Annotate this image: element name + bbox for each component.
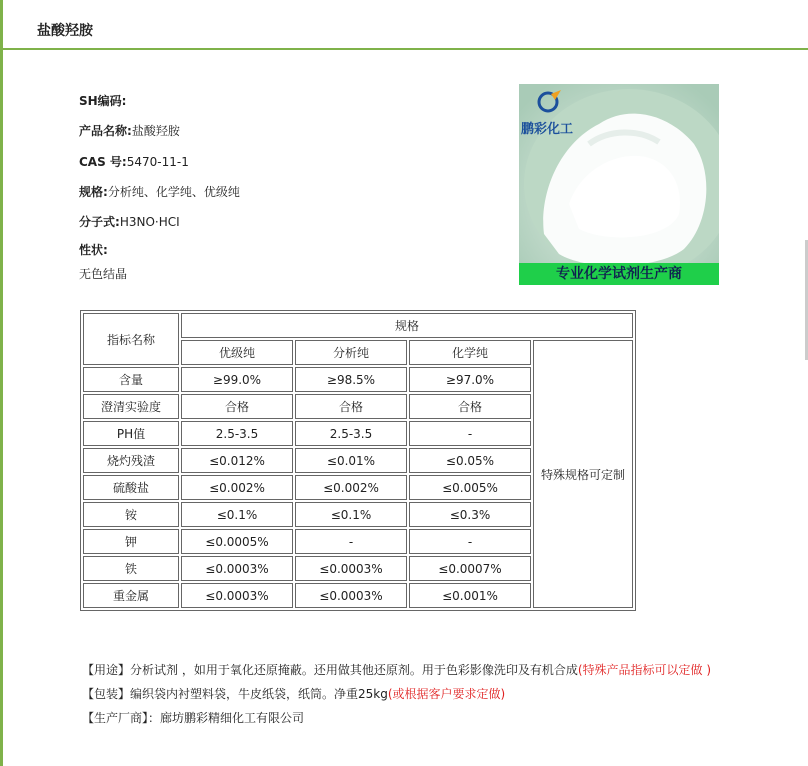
- manufacturer-text: 廊坊鹏彩精细化工有限公司: [160, 711, 305, 725]
- cas-line: [79, 153, 189, 170]
- usage-line: [82, 661, 711, 678]
- spec-value: ≤0.001%: [409, 583, 531, 608]
- spec-value: ≥98.5%: [295, 367, 407, 392]
- packaging-label: 【包装】: [82, 687, 131, 701]
- sh-code-label: SH编码:: [79, 94, 127, 108]
- spec-value: ≤0.0007%: [409, 556, 531, 581]
- spec-label: 规格:: [79, 185, 108, 199]
- cas-label: CAS 号:: [79, 155, 127, 169]
- spec-value: ≤0.3%: [409, 502, 531, 527]
- spec-value: -: [409, 421, 531, 446]
- spec-value: -: [409, 529, 531, 554]
- spec-value: 2.5-3.5: [181, 421, 293, 446]
- spec-value: ≤0.005%: [409, 475, 531, 500]
- page-header: [3, 0, 808, 50]
- spec-value: ≤0.002%: [181, 475, 293, 500]
- left-accent-bar: [0, 0, 3, 766]
- spec-value: 分析纯、化学纯、优级纯: [107, 185, 240, 199]
- page-title: 盐酸羟胺: [37, 23, 93, 39]
- product-image: [519, 84, 719, 285]
- spec-line: [79, 183, 240, 200]
- spec-value: 合格: [181, 394, 293, 419]
- spec-value: ≤0.0003%: [181, 556, 293, 581]
- formula-value: H3NO·HCI: [119, 215, 180, 229]
- nature-line: [79, 241, 108, 258]
- spec-value: ≤0.1%: [181, 502, 293, 527]
- spec-value: ≤0.0003%: [181, 583, 293, 608]
- cas-value: 5470-11-1: [126, 155, 189, 169]
- indicator-name: 重金属: [83, 583, 179, 608]
- spec-value: ≤0.012%: [181, 448, 293, 473]
- usage-label: 【用途】: [82, 663, 131, 677]
- header-indicator-name: 指标名称: [83, 313, 179, 365]
- packaging-text: 编织袋内衬塑料袋，牛皮纸袋，纸筒。净重25kg: [130, 687, 388, 701]
- custom-spec-note: 特殊规格可定制: [533, 340, 633, 608]
- spec-table: [80, 310, 636, 611]
- packaging-line: [82, 685, 505, 702]
- spec-value: ≤0.01%: [295, 448, 407, 473]
- indicator-name: PH值: [83, 421, 179, 446]
- packaging-note: (或根据客户要求定做): [387, 687, 506, 701]
- spec-value: -: [295, 529, 407, 554]
- company-logo-text: 鹏彩化工: [521, 122, 574, 137]
- spec-value: 合格: [409, 394, 531, 419]
- spec-value: ≤0.0005%: [181, 529, 293, 554]
- manufacturer-label: 【生产厂商】：: [82, 711, 161, 725]
- spec-value: ≤0.0003%: [295, 556, 407, 581]
- manufacturer-line: [82, 709, 304, 726]
- product-name-line: [79, 122, 180, 139]
- company-logo-icon: [535, 88, 565, 118]
- header-spec-group: 规格: [181, 313, 633, 338]
- product-name-value: 盐酸羟胺: [131, 124, 180, 138]
- usage-text: 分析试剂 ，如用于氧化还原掩蔽。还用做其他还原剂。用于色彩影像洗印及有机合成: [130, 663, 578, 677]
- grade-header: 分析纯: [295, 340, 407, 365]
- spec-value: 2.5-3.5: [295, 421, 407, 446]
- indicator-name: 烧灼残渣: [83, 448, 179, 473]
- nature-value: 无色结晶: [79, 267, 128, 281]
- spec-value: ≥99.0%: [181, 367, 293, 392]
- indicator-name: 硫酸盐: [83, 475, 179, 500]
- product-name-label: 产品名称:: [79, 124, 132, 138]
- grade-header: 化学纯: [409, 340, 531, 365]
- spec-value: ≤0.1%: [295, 502, 407, 527]
- indicator-name: 铵: [83, 502, 179, 527]
- formula-line: [79, 213, 180, 230]
- indicator-name: 铁: [83, 556, 179, 581]
- indicator-name: 钾: [83, 529, 179, 554]
- spec-value: ≤0.0003%: [295, 583, 407, 608]
- formula-label: 分子式:: [79, 215, 120, 229]
- spec-value: ≤0.05%: [409, 448, 531, 473]
- indicator-name: 含量: [83, 367, 179, 392]
- nature-label: 性状:: [79, 243, 108, 257]
- image-banner: 专业化学试剂生产商: [519, 263, 719, 285]
- spec-value: ≤0.002%: [295, 475, 407, 500]
- spec-value: ≥97.0%: [409, 367, 531, 392]
- sh-code-line: [79, 92, 127, 109]
- spec-value: 合格: [295, 394, 407, 419]
- grade-header: 优级纯: [181, 340, 293, 365]
- indicator-name: 澄清实验度: [83, 394, 179, 419]
- table-header-row: [83, 313, 633, 338]
- usage-note: (特殊产品指标可以定做 ): [577, 663, 712, 677]
